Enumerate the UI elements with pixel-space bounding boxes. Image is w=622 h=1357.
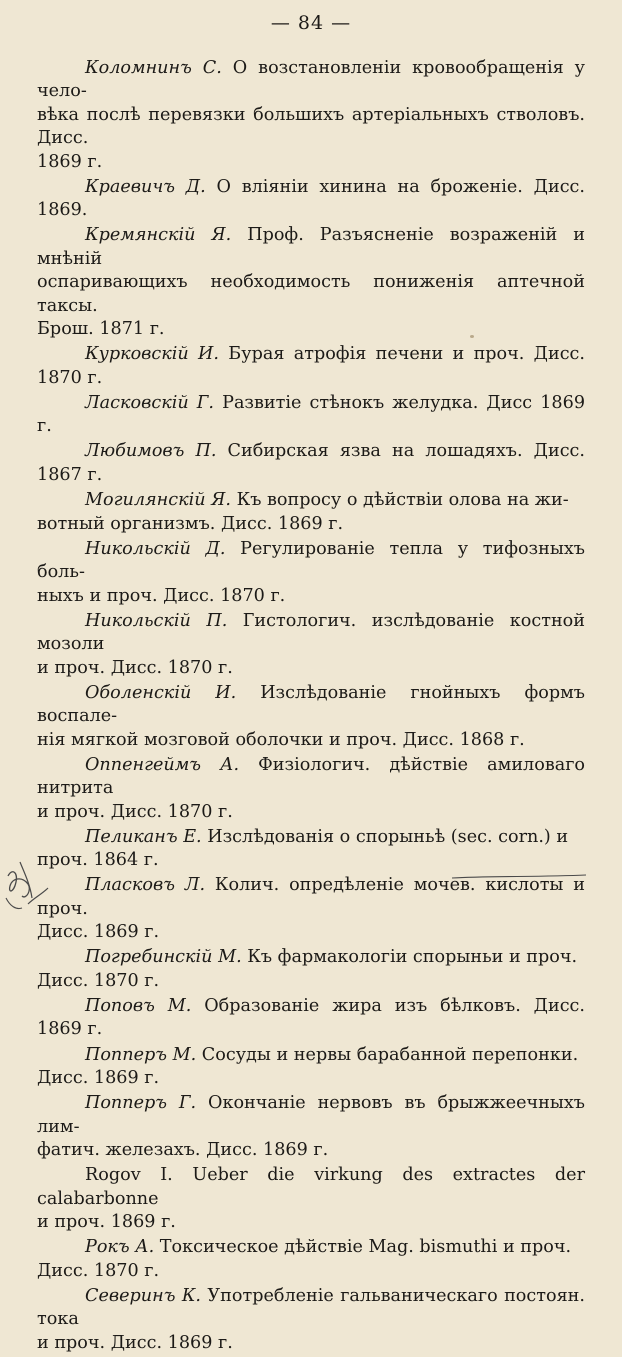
bibliography-entry [37, 874, 585, 944]
entry-text: нія мягкой мозговой оболочки и проч. Дисс. 1868 г. [37, 729, 525, 750]
entry-continuation-line [37, 151, 585, 174]
entry-continuation-line [37, 1260, 585, 1283]
entry-continuation-line [37, 1211, 585, 1234]
entry-text: Изслѣдованіе гнойныхъ формъ воспале- [37, 682, 585, 727]
entry-first-line [37, 682, 585, 729]
entry-author: Пласковъ Л. [85, 875, 206, 896]
entry-first-line [37, 489, 585, 512]
bibliography-entry [37, 754, 585, 824]
entry-text: Rogov I. Ueber die virkung des extractes der calabarbonne [37, 1165, 585, 1209]
entry-continuation-line [37, 318, 585, 341]
entry-text: Регулированіе тепла у тифозныхъ боль- [37, 538, 585, 583]
bibliography-entry [37, 995, 585, 1042]
entry-author: Никольскій Д. [85, 538, 226, 559]
entry-text: вотный организмъ. Дисс. 1869 г. [37, 513, 344, 534]
entry-text: Дисс. 1869 г. [37, 1068, 160, 1089]
entry-text: О вліяніи хинина на броженіе. Дисс. 1869. [37, 176, 585, 221]
entry-author: Рокъ А. [85, 1237, 155, 1258]
entry-author: Ласковскій Г. [85, 392, 215, 413]
bibliography-entry [37, 538, 585, 608]
bibliography-entry [37, 392, 585, 439]
entry-author: Любимовъ П. [85, 441, 217, 462]
entry-continuation-line [37, 1332, 585, 1355]
entry-author: Кремянскій Я. [85, 225, 232, 246]
entry-first-line [37, 754, 585, 801]
entry-text: Образованіе жира изъ бѣлковъ. Дисс. 1869 г. [37, 996, 586, 1040]
entry-text: оспаривающихъ необходимость пониженія аптечной таксы. [37, 272, 585, 316]
entry-continuation-line [37, 921, 585, 944]
entry-first-line [37, 995, 585, 1042]
entry-text: Дисс. 1869 г. [37, 922, 160, 943]
entry-text: Дисс. 1870 г. [37, 970, 160, 991]
entry-author: Попперъ М. [85, 1044, 197, 1065]
entry-continuation-line [37, 729, 585, 752]
bibliography-entry [37, 224, 585, 341]
entry-text: Сибирская язва на лошадяхъ. Дисс. 1867 г. [37, 441, 586, 485]
bibliography-entry [37, 610, 585, 680]
ink-speck [470, 335, 474, 338]
bibliography-entry [37, 343, 585, 390]
entry-author: Никольскій П. [85, 610, 228, 631]
entry-text: и проч. Дисс. 1869 г. [37, 1332, 233, 1353]
bibliography-entry [37, 826, 585, 873]
entry-text: Брош. 1871 г. [37, 319, 165, 340]
entry-author: Курковскій И. [85, 344, 219, 365]
entry-text: ныхъ и проч. Дисс. 1870 г. [37, 585, 286, 606]
entry-text: фатич. железахъ. Дисс. 1869 г. [37, 1140, 329, 1161]
bibliography-entry [37, 1164, 585, 1234]
entry-author: Северинъ К. [85, 1285, 202, 1306]
entry-text: проч. 1864 г. [37, 850, 159, 871]
entry-text: Развитіе стѣнокъ желудка. Дисс 1869 г. [37, 392, 586, 437]
bibliography-entry [37, 1092, 585, 1162]
entry-first-line [37, 440, 585, 487]
entry-first-line [37, 392, 585, 439]
entry-first-line [37, 1164, 585, 1211]
entry-text: Къ фармакологіи спорыньи и проч. [247, 947, 578, 968]
entry-first-line [37, 176, 585, 223]
entry-continuation-line [37, 1139, 585, 1162]
entry-text: Изслѣдованія о спорыньѣ (sec. corn.) и [207, 826, 569, 847]
pencil-underline [450, 872, 590, 882]
entry-continuation-line [37, 801, 585, 824]
margin-pencil-mark [2, 858, 62, 924]
bibliography-entry [37, 176, 585, 223]
entry-text: 1869 г. [37, 151, 103, 172]
entry-continuation-line [37, 657, 585, 680]
bibliography-list [37, 57, 585, 1357]
entry-author: Оппенгеймъ А. [85, 754, 240, 775]
entry-text: вѣка послѣ перевязки большихъ артеріальныхъ стволовъ. Дисс. [37, 104, 585, 149]
entry-first-line [37, 1285, 585, 1332]
bibliography-entry [37, 57, 585, 174]
entry-author: Могилянскій Я. [85, 490, 231, 511]
entry-first-line [37, 224, 585, 271]
entry-first-line [37, 610, 585, 657]
entry-text: Физіологич. дѣйствіе амиловаго нитрита [37, 754, 586, 799]
entry-author: Поповъ М. [85, 996, 192, 1016]
entry-author: Погребинскій М. [85, 947, 242, 968]
bibliography-entry [37, 489, 585, 536]
entry-continuation-line [37, 1067, 585, 1090]
entry-author: Пеликанъ Е. [85, 826, 202, 847]
entry-text: Колич. опредѣленіе мочев. кислоты и проч. [37, 875, 585, 919]
entry-text: и проч. 1869 г. [37, 1212, 176, 1233]
bibliography-entry [37, 1236, 585, 1283]
bibliography-entry [37, 946, 585, 993]
bibliography-entry [37, 440, 585, 487]
entry-first-line [37, 538, 585, 585]
entry-text: Къ вопросу о дѣйствіи олова на жи- [236, 490, 569, 511]
entry-text: Бурая атрофія печени и проч. Дисс. 1870 г. [37, 344, 585, 388]
entry-author: Краевичъ Д. [85, 176, 206, 197]
bibliography-entry [37, 1044, 585, 1091]
entry-first-line [37, 946, 585, 969]
entry-text: и проч. Дисс. 1870 г. [37, 657, 233, 678]
entry-text: Окончаніе нервовъ въ брыжжеечныхъ лим- [37, 1093, 585, 1137]
entry-text: Дисс. 1870 г. [37, 1260, 160, 1281]
entry-text: Употребленіе гальваническаго постоян. тока [37, 1285, 585, 1330]
entry-continuation-line [37, 849, 585, 872]
entry-continuation-line [37, 513, 585, 536]
entry-first-line [37, 1092, 585, 1139]
entry-text: Гистологич. изслѣдованіе костной мозоли [37, 610, 585, 655]
entry-author: Оболенскій И. [85, 682, 237, 703]
entry-continuation-line [37, 970, 585, 993]
page-number: — 84 — [270, 12, 352, 34]
entry-text: Проф. Разъясненіе возраженій и мнѣній [37, 225, 586, 269]
entry-text: Токсическое дѣйствіе Mag. bismuthi и проч. [159, 1237, 572, 1258]
entry-first-line [37, 1236, 585, 1259]
entry-continuation-line [37, 271, 585, 318]
entry-text: и проч. Дисс. 1870 г. [37, 801, 233, 822]
entry-text: О возстановленіи кровообращенія у чело- [37, 58, 585, 102]
entry-text: Сосуды и нервы барабанной перепонки. [201, 1044, 579, 1065]
entry-first-line [37, 343, 585, 390]
entry-first-line [37, 1044, 585, 1067]
bibliography-entry [37, 1285, 585, 1355]
bibliography-entry [37, 682, 585, 752]
entry-continuation-line [37, 585, 585, 608]
entry-first-line [37, 57, 585, 104]
entry-first-line [37, 826, 585, 849]
entry-author: Коломнинъ С. [85, 58, 222, 78]
entry-author: Попперъ Г. [85, 1093, 197, 1114]
entry-continuation-line [37, 104, 585, 151]
